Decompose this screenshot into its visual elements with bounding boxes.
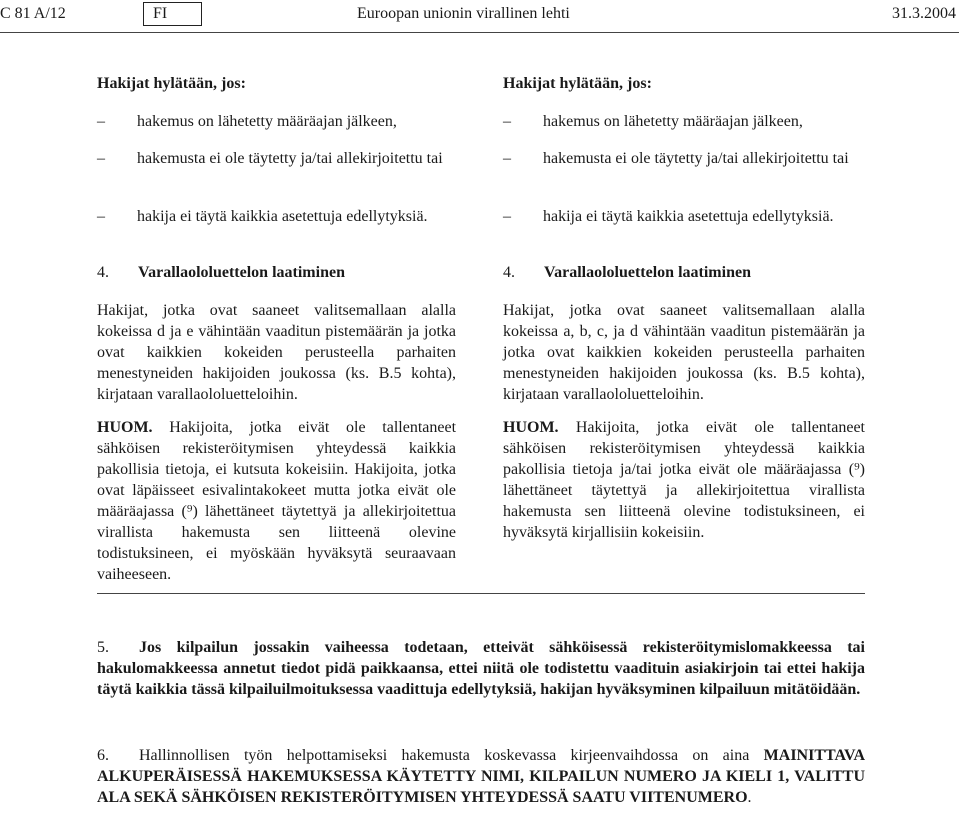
publication-date: 31.3.2004 bbox=[892, 5, 956, 22]
right-column bbox=[503, 0, 865, 600]
note-text-emphasis: MAINITTAVA ALKUPERÄISESSÄ HAKEMUKSESSA KÄYTETTY NIMI, KILPAILUN NUMERO JA KIELI 1, VALITTU ALA SEKÄ SÄHKÖISEN REKISTERÖITYMISEN YHTEYDESSÄ SAATU VIITENUMERO bbox=[97, 747, 866, 806]
reject-item: – hakemus on lähetetty määräajan jälkeen, bbox=[503, 113, 803, 130]
reject-item: – hakemus on lähetetty määräajan jälkeen, bbox=[97, 113, 397, 130]
reject-item: – hakemusta ei ole täytetty ja/tai allekirjoitettu tai bbox=[503, 150, 849, 167]
note-label: HUOM. bbox=[503, 419, 559, 436]
language-code: FI bbox=[143, 2, 202, 26]
section-number: 4. bbox=[503, 264, 515, 281]
note-text: Jos kilpailun jossakin vaiheessa todetaan, etteivät sähköisessä rekisteröitymislomakkeessa tai hakulomakkeessa annetut tiedot pidä paikkaansa, ettei niitä ole todistettu vaadituin asiakirjoin tai ettei hakija täytä kaikkia tässä kilpailuilmoituksessa vaadittuja edellytyksiä, hakijan hyväksyminen kilpailuun mitätöidään. bbox=[97, 639, 865, 698]
reject-item: – hakija ei täytä kaikkia asetettuja edellytyksiä. bbox=[503, 208, 834, 225]
numbered-note-6: 6. Hallinnollisen työn helpottamiseksi hakemusta koskevassa kirjeenvaihdossa on aina MAINITTAVA ALKUPERÄISESSÄ HAKEMUKSESSA KÄYTETTY NIMI, KILPAILUN NUMERO JA KIELI 1, VALITTU ALA SEKÄ SÄHKÖISEN REKISTERÖITYMISEN YHTEYDESSÄ SAATU VIITENUMERO. bbox=[97, 747, 866, 806]
note-paragraph: HUOM. Hakijoita, jotka eivät ole tallentaneet sähköisen rekisteröitymisen yhteydessä kaikkia pakollisia tietoja ja/tai jotka eivät ole määräajassa (⁹) lähettäneet täytettyä ja allekirjoitettua virallista hakemusta sen liitteenä olevine todistuksineen, ei hyväksytä kirjallisiin kokeisiin. bbox=[503, 419, 866, 541]
journal-reference: C 81 A/12 bbox=[0, 5, 66, 22]
section-number: 4. bbox=[97, 264, 109, 281]
section-paragraph: Hakijat, jotka ovat saaneet valitsemallaan alalla kokeissa d ja e vähintään vaaditun pistemäärän ja jotka ovat kaikkien kokeiden perusteella parhaiten menestyneiden hakijoiden joukossa (ks. B.5 kohta), kirjataan varallaololuetteloihin. bbox=[97, 302, 456, 403]
note-text: Hallinnollisen työn helpottamiseksi hakemusta koskevassa kirjeenvaihdossa on aina bbox=[139, 747, 750, 764]
reject-heading: Hakijat hylätään, jos: bbox=[97, 75, 246, 92]
section-separator bbox=[97, 593, 865, 594]
note-label: HUOM. bbox=[97, 419, 153, 436]
section-title: Varallaololuettelon laatiminen bbox=[138, 264, 345, 281]
journal-title: Euroopan unionin virallinen lehti bbox=[357, 5, 570, 22]
reject-heading: Hakijat hylätään, jos: bbox=[503, 75, 652, 92]
reject-item: – hakija ei täytä kaikkia asetettuja edellytyksiä. bbox=[97, 208, 428, 225]
section-paragraph: Hakijat, jotka ovat saaneet valitsemallaan alalla kokeissa a, b, c, ja d vähintään vaaditun pistemäärän ja jotka ovat kaikkien kokeiden perusteella parhaiten menestyneiden hakijoiden joukossa (ks. B.5 kohta), kirjataan varallaololuetteloihin. bbox=[503, 302, 865, 403]
note-number: 6. bbox=[97, 747, 109, 764]
left-column bbox=[97, 0, 456, 600]
note-paragraph: HUOM. Hakijoita, jotka eivät ole tallentaneet sähköisen rekisteröitymisen yhteydessä kaikkia pakollisia tietoja, ei kutsuta kokeisiin. Hakijoita, jotka ovat läpäisseet esivalintakokeet mutta jotka eivät ole määräajassa (⁹) lähettäneet täytettyä ja allekirjoitettua virallista hakemusta sen liitteenä olevine todistuksineen, ei myöskään hyväksytä seuraavaan vaiheeseen. bbox=[97, 419, 457, 583]
note-number: 5. bbox=[97, 639, 109, 656]
reject-item: – hakemusta ei ole täytetty ja/tai allekirjoitettu tai bbox=[97, 150, 443, 167]
section-title: Varallaololuettelon laatiminen bbox=[544, 264, 751, 281]
numbered-note-5 bbox=[97, 637, 865, 700]
